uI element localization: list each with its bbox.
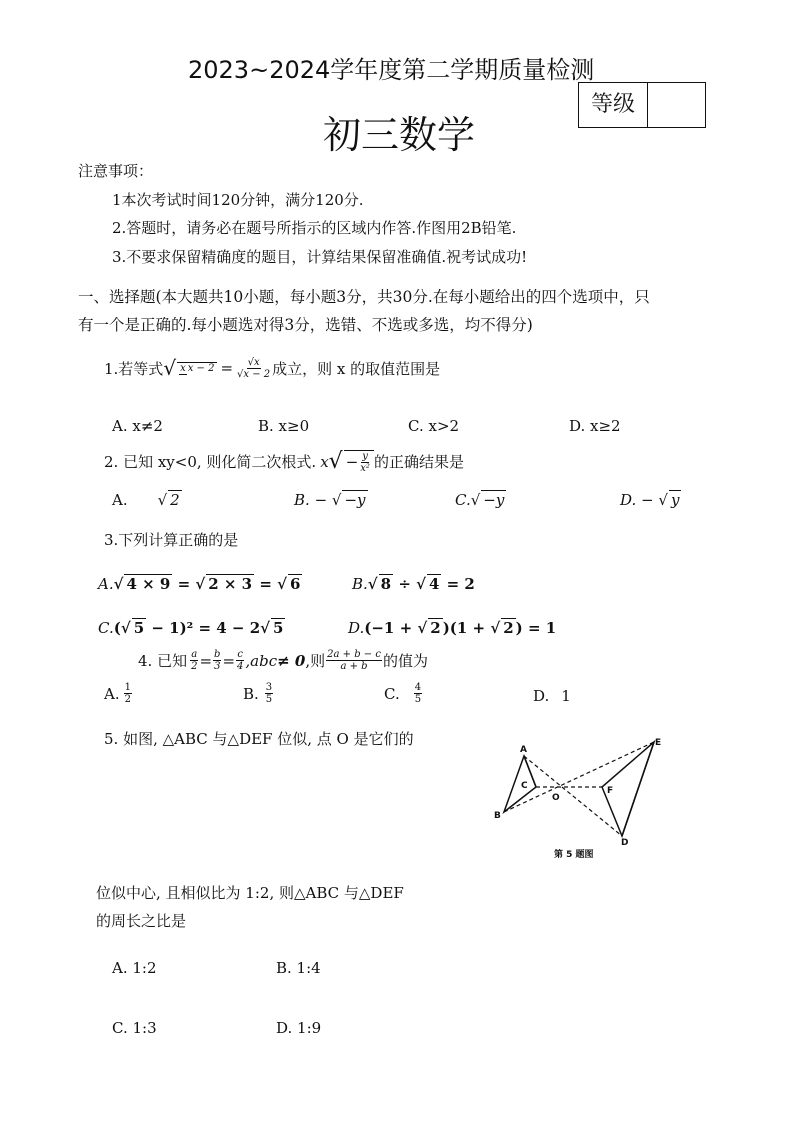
q4-formula: $\frac{a}{2}$ = $\frac{b}{3}$ = $\frac{c}{4}$ ,abc ≠ 0 xyxy=(191,649,306,672)
q4-mid: ,则 xyxy=(305,652,326,670)
triangle-abc xyxy=(504,756,536,812)
point-b: B xyxy=(494,811,501,821)
exam-title: 2023~2024学年度第二学期质量检测 xyxy=(188,56,595,84)
notice-item: 1本次考试时间120分钟，满分120分. xyxy=(112,191,364,209)
q2-option-b[interactable]: B. − √ −y xyxy=(294,491,366,509)
q5-option-c[interactable]: C. 1:3 xyxy=(112,1019,157,1037)
q4-suffix: 的值为 xyxy=(382,652,428,670)
notice-heading: 注意事项： xyxy=(78,162,154,180)
q5-option-b[interactable]: B. 1:4 xyxy=(276,959,321,977)
q4-prefix: 4. 已知 xyxy=(138,652,188,670)
q1-option-d[interactable]: D. x≥2 xyxy=(569,417,621,435)
q4-option-d[interactable]: D. 1 xyxy=(533,687,571,705)
q4-expression: $\frac{2a + b - c}{a + b}$ xyxy=(327,649,381,672)
section-heading-cont: 有一个是正确的.每小题选对得3分，选错、不选或多选，均不得分) xyxy=(78,316,533,334)
q5-option-a[interactable]: A. 1:2 xyxy=(112,959,157,977)
q1-option-a[interactable]: A. x≠2 xyxy=(112,417,163,435)
question-5-cont: 位似中心, 且相似比为 1:2, 则△ABC 与△DEF xyxy=(96,884,404,902)
point-a: A xyxy=(520,745,527,755)
figure-caption: 第 5 题图 xyxy=(554,850,594,860)
q2-suffix: 的正确结果是 xyxy=(373,453,464,471)
q5-figure xyxy=(490,730,690,865)
point-f: F xyxy=(607,786,614,796)
q3-option-c[interactable]: C.(√ 5 − 1)² = 4 − 2√ 5 xyxy=(98,619,284,637)
q1-option-b[interactable]: B. x≥0 xyxy=(258,417,310,435)
q4-option-a[interactable]: A. $\frac{1}{2}$ xyxy=(104,682,131,705)
point-o: O xyxy=(552,793,560,803)
q4-option-c[interactable]: C. $\frac{4}{5}$ xyxy=(384,682,422,705)
q4-option-b[interactable]: B. $\frac{3}{5}$ xyxy=(243,682,273,705)
grade-label: 等级 xyxy=(579,83,648,127)
q1-option-c[interactable]: C. x>2 xyxy=(408,417,460,435)
question-4 xyxy=(138,649,428,672)
q1-suffix: 成立，则 x 的取值范围是 xyxy=(272,359,441,378)
grade-box xyxy=(578,82,706,128)
notice-item: 3.不要求保留精确度的题目，计算结果保留准确值.祝考试成功! xyxy=(112,248,528,266)
subject-title: 初三数学 xyxy=(323,113,476,157)
q3-option-d[interactable]: D.(−1 + √ 2 )(1 + √ 2 ) = 1 xyxy=(348,619,557,637)
q2-option-a[interactable]: A. √ 2 xyxy=(112,491,180,509)
question-3: 3.下列计算正确的是 xyxy=(104,531,239,549)
q2-formula: x √ − $\frac{y}{\text{x²}}$ xyxy=(320,449,374,474)
q2-option-c[interactable]: C.√ −y xyxy=(455,491,505,509)
notice-item: 2.答题时，请务必在题号所指示的区域内作答.作图用2B铅笔. xyxy=(112,219,517,237)
grade-value-cell[interactable] xyxy=(648,83,705,127)
point-d: D xyxy=(621,838,629,848)
section-heading: 一、选择题(本大题共10小题，每小题3分，共30分.在每小题给出的四个选项中，只 xyxy=(78,288,650,306)
point-e: E xyxy=(655,738,662,748)
q2-prefix: 2. 已知 xy<0, 则化简二次根式. xyxy=(104,453,317,471)
q3-option-b[interactable]: B.√ 8 ÷ √ 4 = 2 xyxy=(352,575,475,593)
q1-prefix: 1.若等式 xyxy=(104,359,164,378)
question-5: 5. 如图, △ABC 与△DEF 位似, 点 O 是它们的 xyxy=(104,730,414,748)
question-2 xyxy=(104,449,464,474)
q3-option-a[interactable]: A.√ 4 × 9 = √ 2 × 3 = √ 6 xyxy=(98,575,301,593)
q5-option-d[interactable]: D. 1:9 xyxy=(276,1019,322,1037)
q1-formula: √ x x − 2 = $\frac{√x}{√x - 2}$ xyxy=(163,356,271,380)
question-5-cont: 的周长之比是 xyxy=(96,912,187,930)
q2-option-d[interactable]: D. − √ y xyxy=(620,491,680,509)
point-c: C xyxy=(521,781,528,791)
question-1 xyxy=(104,356,440,380)
